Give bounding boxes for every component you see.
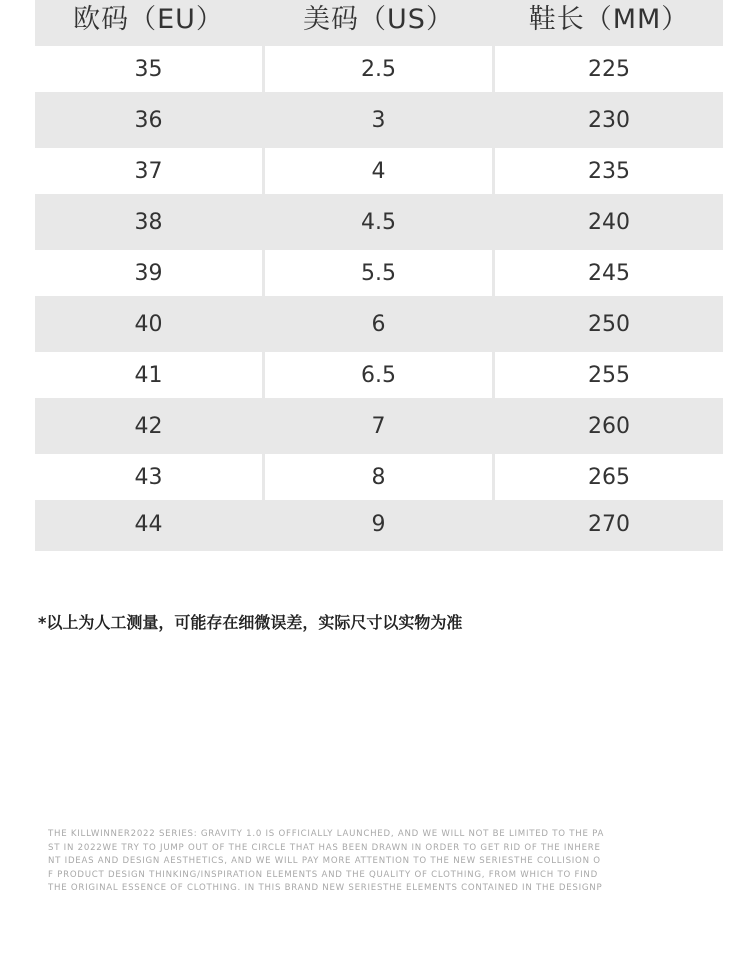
- table-row: [35, 403, 723, 449]
- shoe-length-cell: 260: [588, 414, 630, 439]
- shoe-length-cell: 255: [495, 352, 723, 398]
- us-size-cell: 7: [371, 414, 386, 439]
- brand-statement-line: F PRODUCT DESIGN THINKING/INSPIRATION ELEMENTS AND THE QUALITY OF CLOTHING, FROM WHICH TO FIND: [48, 869, 598, 880]
- brand-statement-line: THE KILLWINNER2022 SERIES: GRAVITY 1.0 IS OFFICIALLY LAUNCHED, AND WE WILL NOT BE LIMITED TO THE PA: [48, 829, 605, 839]
- eu-size-cell: 40: [134, 312, 163, 337]
- table-row: [35, 501, 723, 547]
- table-row: [35, 199, 723, 245]
- measurement-disclaimer: *以上为人工测量，可能存在细微误差，实际尺寸以实物为准: [38, 613, 463, 632]
- header-eu-size: 欧码（EU）: [73, 4, 224, 35]
- shoe-length-cell: 230: [588, 108, 630, 133]
- shoe-length-cell: 235: [495, 148, 723, 194]
- brand-statement-line: THE ORIGINAL ESSENCE OF CLOTHING. IN THIS BRAND NEW SERIESTHE ELEMENTS CONTAINED IN THE DESIGNP: [48, 883, 603, 893]
- eu-size-cell: 38: [134, 210, 163, 235]
- table-header-row: [35, 0, 723, 46]
- table-row: [35, 148, 723, 194]
- us-size-cell: 4: [265, 148, 492, 194]
- table-row: [35, 301, 723, 347]
- shoe-length-cell: 250: [588, 312, 630, 337]
- us-size-cell: 5.5: [265, 250, 492, 296]
- shoe-length-cell: 270: [588, 512, 630, 537]
- brand-statement: [48, 828, 708, 896]
- header-us-size: 美码（US）: [303, 4, 454, 35]
- table-row: [35, 97, 723, 143]
- us-size-cell: 4.5: [361, 210, 396, 235]
- us-size-cell: 2.5: [265, 46, 492, 92]
- eu-size-cell: 36: [134, 108, 163, 133]
- table-row: [35, 250, 723, 296]
- table-row: [35, 46, 723, 92]
- eu-size-cell: 42: [134, 414, 163, 439]
- eu-size-cell: 44: [134, 512, 163, 537]
- shoe-length-cell: 245: [495, 250, 723, 296]
- brand-statement-line: NT IDEAS AND DESIGN AESTHETICS, AND WE WILL PAY MORE ATTENTION TO THE NEW SERIESTHE COLLISION O: [48, 856, 601, 866]
- eu-size-cell: 37: [35, 148, 262, 194]
- header-shoe-length: 鞋长（MM）: [528, 4, 690, 35]
- table-row: [35, 352, 723, 398]
- shoe-length-cell: 225: [495, 46, 723, 92]
- eu-size-cell: 35: [35, 46, 262, 92]
- brand-statement-line: ST IN 2022WE TRY TO JUMP OUT OF THE CIRCLE THAT HAS BEEN DRAWN IN ORDER TO GET RID OF THE INHERE: [48, 842, 601, 853]
- us-size-cell: 9: [371, 512, 386, 537]
- size-chart-table: [35, 0, 723, 551]
- shoe-length-cell: 265: [495, 454, 723, 500]
- eu-size-cell: 41: [35, 352, 262, 398]
- eu-size-cell: 43: [35, 454, 262, 500]
- us-size-cell: 8: [265, 454, 492, 500]
- us-size-cell: 6.5: [265, 352, 492, 398]
- shoe-length-cell: 240: [588, 210, 630, 235]
- us-size-cell: 6: [371, 312, 386, 337]
- us-size-cell: 3: [371, 108, 386, 133]
- table-row: [35, 454, 723, 500]
- eu-size-cell: 39: [35, 250, 262, 296]
